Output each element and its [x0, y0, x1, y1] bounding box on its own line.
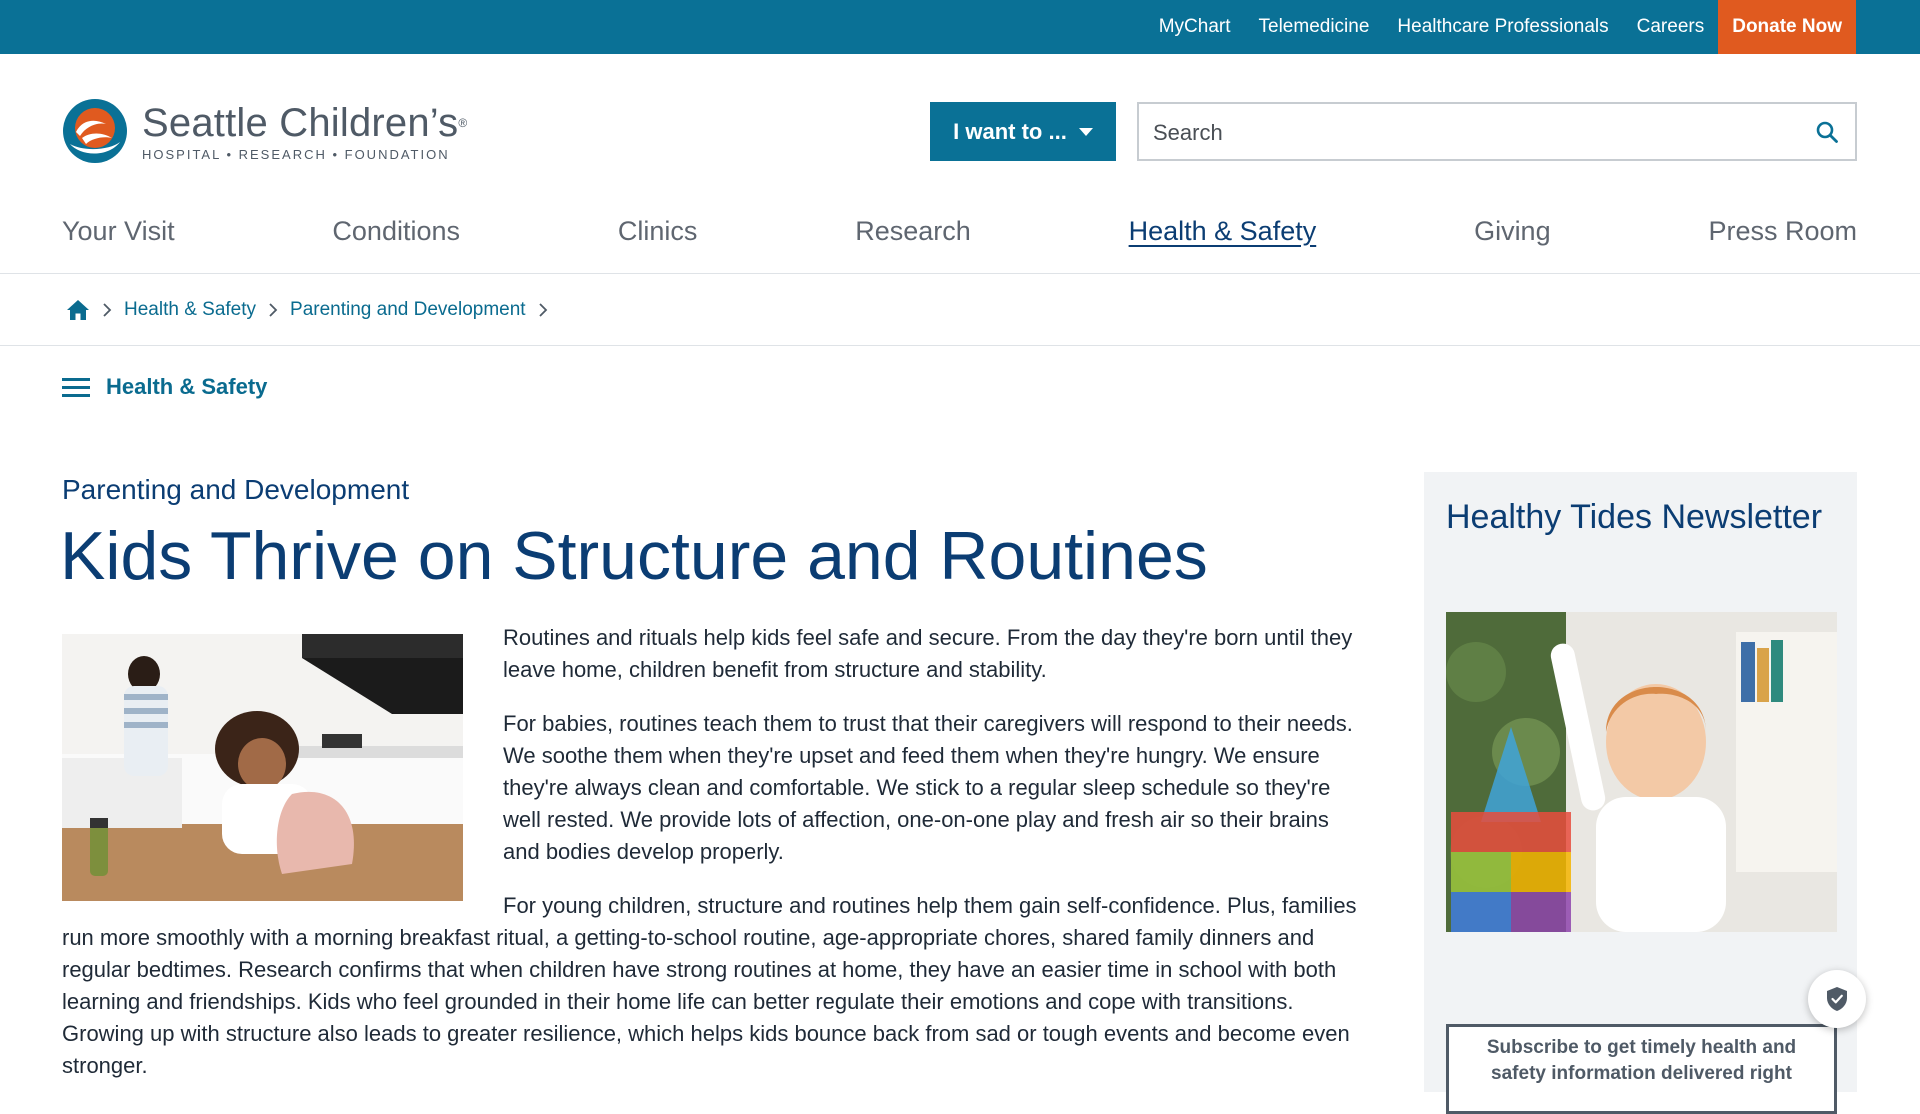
newsletter-sidebar	[1424, 472, 1857, 1092]
site-logo[interactable]	[62, 98, 467, 164]
chevron-right-icon	[538, 303, 548, 317]
search-box	[1137, 102, 1857, 161]
article-paragraph-3	[62, 890, 1362, 1082]
breadcrumb-health-safety[interactable]: Health & Safety	[124, 299, 257, 320]
section-menu-toggle[interactable]	[62, 374, 267, 400]
chevron-right-icon	[102, 303, 112, 317]
nav-research[interactable]: Research	[855, 215, 971, 246]
newsletter-photo	[1446, 612, 1837, 932]
nav-giving[interactable]: Giving	[1474, 215, 1551, 246]
breadcrumb	[66, 296, 560, 324]
nav-your-visit[interactable]: Your Visit	[62, 215, 175, 246]
chevron-right-icon	[268, 303, 278, 317]
header-divider	[0, 273, 1920, 274]
careers-link[interactable]: Careers	[1636, 16, 1705, 37]
healthcare-professionals-link[interactable]: Healthcare Professionals	[1397, 16, 1609, 37]
breadcrumb-divider	[0, 345, 1920, 346]
article-paragraph-3-text: For young children, structure and routines help them gain self-confidence. Plus, families run more smoothly with a morning breakfast ritual, a getting-to-school routine, age-appropriate chores, shared family dinners and regular bedtimes. Research confirms that when children have strong routines at home, they have an easier time in school with both learning and friendships. Kids who feel grounded in their home life can better regulate their emotions and cope with transitions. Growing up with structure also leads to greater resilience, which helps kids bounce back from sad or tough events and become even stronger.	[62, 893, 1357, 1078]
home-icon[interactable]	[66, 299, 90, 321]
search-input[interactable]	[1151, 112, 1795, 154]
child-building-blocks-image	[1446, 612, 1837, 932]
hamburger-menu-icon	[62, 376, 90, 398]
nav-conditions[interactable]: Conditions	[332, 215, 460, 246]
search-icon[interactable]	[1815, 120, 1839, 144]
privacy-shield-button[interactable]	[1808, 970, 1866, 1028]
telemedicine-link[interactable]: Telemedicine	[1258, 16, 1370, 37]
nav-press-room[interactable]: Press Room	[1708, 215, 1857, 246]
mychart-link[interactable]: MyChart	[1158, 16, 1231, 37]
article-eyebrow: Parenting and Development	[62, 474, 410, 505]
i-want-to-label: I want to ...	[953, 118, 1067, 144]
caret-down-icon	[1079, 128, 1093, 136]
newsletter-title: Healthy Tides Newsletter	[1446, 498, 1823, 536]
shield-check-icon	[1826, 986, 1848, 1012]
utility-bar	[0, 0, 1920, 54]
logo-icon	[62, 98, 128, 164]
nav-clinics[interactable]: Clinics	[617, 215, 698, 246]
subscribe-button[interactable]: Subscribe to get timely health and safety information delivered right	[1446, 1024, 1837, 1114]
breadcrumb-parenting-development[interactable]: Parenting and Development	[290, 299, 526, 320]
logo-registered-mark: ®	[458, 115, 468, 130]
nav-health-safety[interactable]: Health & Safety	[1128, 215, 1317, 246]
article-body	[62, 622, 1362, 1104]
donate-now-button[interactable]: Donate Now	[1718, 0, 1856, 54]
logo-name: Seattle Children’s	[142, 100, 459, 145]
article-paragraph-1: Routines and rituals help kids feel safe and secure. From the day they're born until they leave home, children benefit from structure and stability.	[503, 625, 1353, 682]
logo-tagline: HOSPITAL • RESEARCH • FOUNDATION	[142, 146, 450, 162]
article-paragraph-2: For babies, routines teach them to trust that their caregivers will respond to their needs. We soothe them when they're upset and feed them when they're hungry. We ensure they're always clean and comfortable. We stick to a regular sleep schedule so they're well rested. We provide lots of affection, one-on-one play and fresh air so their brains and bodies develop properly.	[503, 711, 1353, 864]
section-menu-label: Health & Safety	[106, 374, 268, 399]
page-title: Kids Thrive on Structure and Routines	[60, 518, 1208, 594]
main-navigation	[62, 206, 1857, 256]
utility-links	[1131, 0, 1856, 54]
i-want-to-dropdown[interactable]	[930, 102, 1116, 161]
